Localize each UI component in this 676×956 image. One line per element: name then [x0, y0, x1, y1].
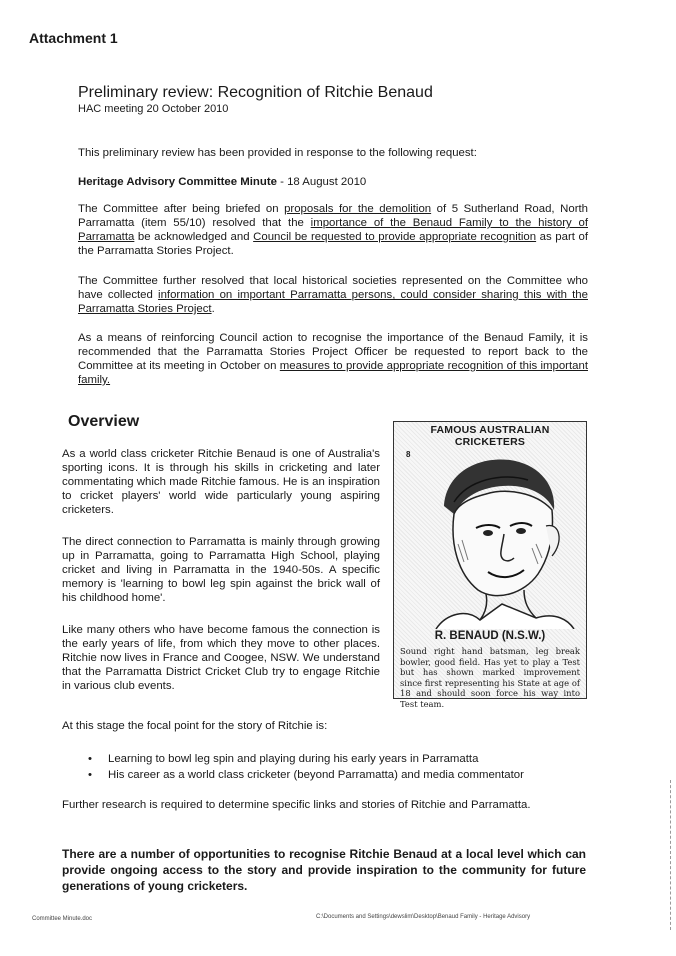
p1-text-a: The Committee after being briefed on [78, 203, 285, 215]
intro-paragraph: This preliminary review has been provided in response to the following request: [78, 147, 477, 159]
cricketer-portrait [406, 444, 576, 629]
p1-text-c: of 5 Sutherland Road, North Parramatta (item 55/10) resolved that the [78, 203, 588, 229]
footer-filename: Committee Minute.doc [32, 916, 93, 922]
p3-underline-b: measures to provide appropriate recognition of this important family. [78, 360, 588, 386]
overview-paragraph-3: Like many others who have become famous the connection is the early years of life, from which they move to other places. Ritchie now lives in France and Coogee, NSW. We understand that the Parramatta District Cricket Club try to engage Ritchie in various club events. [62, 624, 380, 692]
focal-bullet-list [88, 751, 524, 783]
p3-text-a: As a means of reinforcing Council action to recognise the importance of the Benaud Family, it is recommended that the Parramatta Stories Project Officer be requested to report back to the Committee at its meeting in October on [78, 332, 588, 372]
p1-text-g: as part of the Parramatta Stories Project. [78, 231, 588, 257]
overview-paragraph-1: As a world class cricketer Ritchie Benaud is one of Australia's sporting icons. It is through his skills in cricketing and later commentating which made Ritchie famous. He is an inspiration to cricket players' world wide particularly young aspiring cricketers. [62, 448, 380, 516]
p2-text-a: The Committee further resolved that local historical societies represented on the Committee who have collected [78, 275, 588, 301]
page-title: Preliminary review: Recognition of Ritchie Benaud [78, 84, 433, 101]
conclusion-statement: There are a number of opportunities to recognise Ritchie Benaud at a local level which can provide ongoing access to the story and provide inspiration to the community for future generations of young cricketers. [62, 847, 586, 893]
cricketer-card [393, 421, 587, 709]
footer-path: C:\Documents and Settings\dewslim\Desktop\Benaud Family - Heritage Advisory [316, 914, 531, 920]
minute-heading [78, 175, 588, 189]
list-item: • His career as a world class cricketer (beyond Parramatta) and media commentator [88, 767, 524, 783]
further-research-text: Further research is required to determine specific links and stories of Ritchie and Parramatta. [62, 799, 531, 811]
p1-underline-b: proposals for the demolition [284, 203, 432, 215]
card-description: Sound right hand batsman, leg break bowler, good field. Has yet to play a Test but has shown marked improvement since first representing his State at age of 18 and should soon force his way into Test team. [400, 646, 580, 709]
card-heading: FAMOUS AUSTRALIAN CRICKETERS [430, 424, 550, 448]
paragraph-historical-societies [78, 274, 588, 316]
p2-underline-b: information on important Parramatta persons, could consider sharing this with the Parramatta Stories Project [78, 289, 588, 315]
card-number: 8 [406, 450, 411, 459]
attachment-label: Attachment 1 [29, 30, 118, 46]
p1-underline-d: importance of the Benaud Family to the history of Parramatta [78, 217, 588, 243]
scan-edge-mark [670, 780, 674, 930]
paragraph-demolition [78, 202, 588, 258]
focal-point-text: At this stage the focal point for the story of Ritchie is: [62, 720, 328, 732]
card-player-name: R. BENAUD (N.S.W.) [434, 630, 546, 642]
p1-underline-f: Council be requested to provide appropriate recognition [253, 231, 537, 243]
p2-text-c: . [211, 303, 215, 315]
minute-date: - 18 August 2010 [276, 176, 367, 188]
list-item: • Learning to bowl leg spin and playing during his early years in Parramatta [88, 751, 524, 767]
paragraph-recommendation [78, 331, 588, 387]
overview-paragraph-2: The direct connection to Parramatta is mainly through growing up in Parramatta, going to Parramatta High School, playing cricket and living in Parramatta in the 1940-50s. A specific memory is 'learning to bowl leg spin against the brick wall of his childhood home'. [62, 536, 380, 604]
p1-text-e: be acknowledged and [134, 231, 254, 243]
overview-heading: Overview [68, 413, 140, 430]
minute-title: Heritage Advisory Committee Minute [78, 176, 277, 188]
meeting-subtitle: HAC meeting 20 October 2010 [78, 103, 229, 115]
